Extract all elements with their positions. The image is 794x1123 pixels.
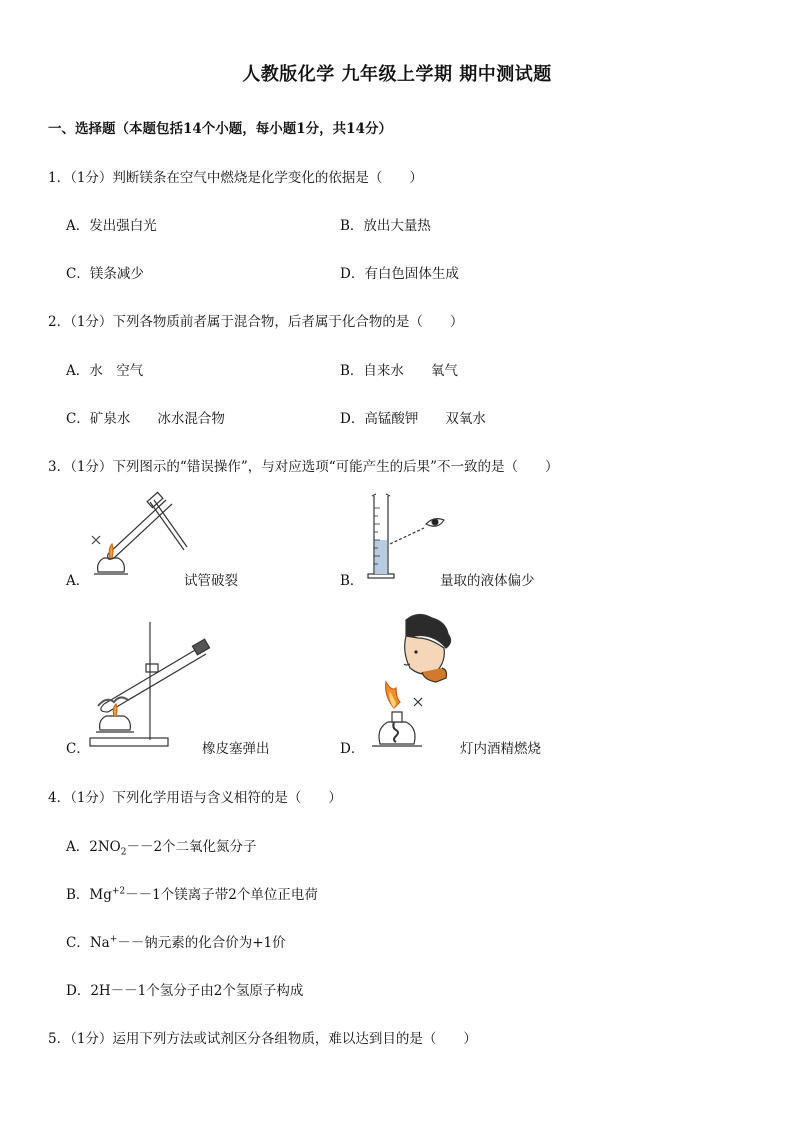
question-1-option-d: D．有白色固体生成	[340, 266, 459, 282]
test-tube-on-iron-stand-icon	[84, 620, 214, 752]
question-4-stem: 4．（1分）下列化学用语与含义相符的是（ ）	[48, 790, 342, 806]
question-3-stem: 3．（1分）下列图示的“错误操作”，与对应选项“可能产生的后果”不一致的是（ ）	[48, 459, 559, 475]
question-3-option-d-text: 灯内酒精燃烧	[460, 741, 541, 757]
question-4-option-c-prefix: C．Na	[66, 935, 110, 951]
question-4-option-b-prefix: B．Mg	[66, 887, 112, 903]
question-4-option-a-meaning: －－2个二氧化氮分子	[126, 839, 257, 855]
question-1-option-c: C．镁条减少	[66, 266, 144, 282]
question-4-option-c	[66, 931, 286, 951]
question-4-option-c-meaning: －－钠元素的化合价为+1价	[117, 935, 286, 951]
heating-test-tube-icon	[88, 492, 188, 582]
question-2-option-b: B．自来水 氧气	[340, 363, 458, 379]
question-4-option-c-superscript: +	[109, 934, 118, 945]
question-4-option-a-subscript: 2	[120, 847, 127, 858]
question-2-option-a: A．水 空气	[66, 363, 144, 379]
question-2-option-d: D．高锰酸钾 双氧水	[340, 411, 486, 427]
question-4-option-b-superscript: +2	[111, 886, 126, 897]
question-5-stem: 5．（1分）运用下列方法或试剂区分各组物质，难以达到目的是（ ）	[48, 1031, 477, 1047]
section-heading: 一、选择题（本题包括14个小题，每小题1分，共14分）	[48, 121, 392, 137]
question-3-option-b-text: 量取的液体偏少	[440, 573, 535, 589]
question-3-option-c-label: C．	[66, 741, 90, 757]
question-1-option-a: A．发出强白光	[66, 218, 157, 234]
question-3-option-a-label: A．	[66, 573, 90, 589]
question-3-option-c-text: 橡皮塞弹出	[202, 741, 270, 757]
question-4-option-b-meaning: －－1个镁离子带2个单位正电荷	[125, 887, 318, 903]
question-2-option-c: C．矿泉水 冰水混合物	[66, 411, 225, 427]
question-4-option-a-prefix: A．2NO	[66, 839, 121, 855]
question-3-option-d-label: D．	[340, 741, 365, 757]
question-4-option-b	[66, 883, 318, 903]
question-4-option-a	[66, 835, 257, 858]
question-3-option-b-label: B．	[340, 573, 364, 589]
blowing-out-alcohol-lamp-icon	[366, 612, 462, 752]
question-2-stem: 2．（1分）下列各物质前者属于混合物，后者属于化合物的是（ ）	[48, 314, 464, 330]
page-title: 人教版化学 九年级上学期 期中测试题	[242, 64, 552, 85]
question-1-option-b: B．放出大量热	[340, 218, 431, 234]
question-4-option-d: D．2H－－1个氢分子由2个氢原子构成	[66, 983, 304, 999]
question-3-option-a-text: 试管破裂	[184, 573, 238, 589]
question-1-stem: 1．（1分）判断镁条在空气中燃烧是化学变化的依据是（ ）	[48, 170, 423, 186]
